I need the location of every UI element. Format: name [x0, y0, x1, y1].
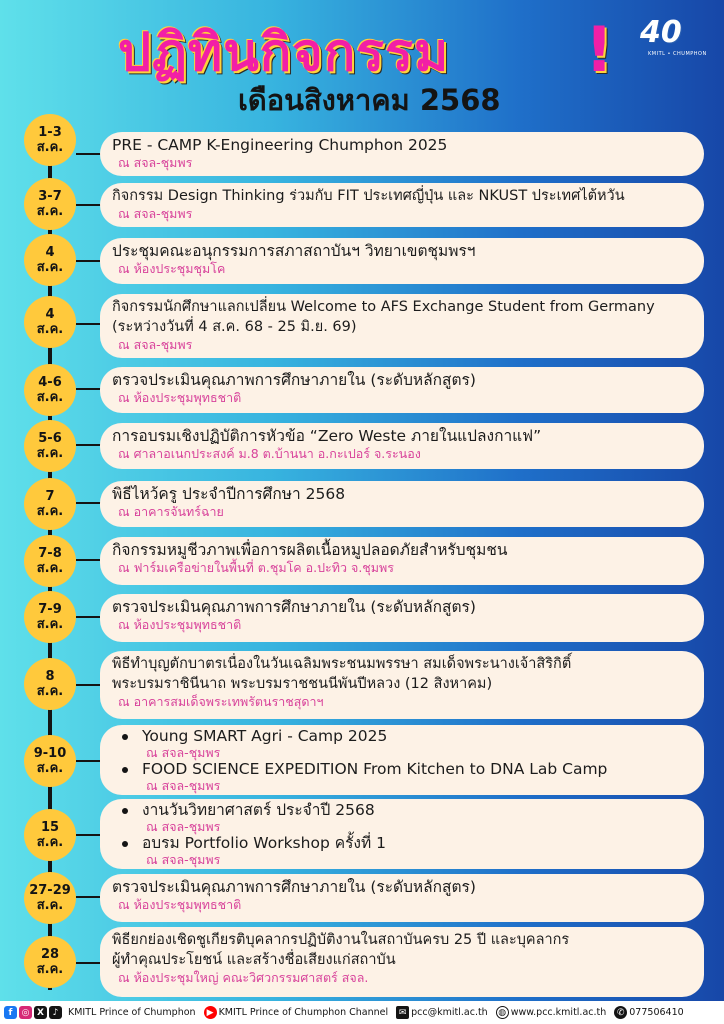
- bullet-icon: [122, 808, 128, 814]
- footer-website-link[interactable]: [496, 1006, 607, 1019]
- bullet-icon: [122, 734, 128, 740]
- event-date-day: 1-3: [38, 125, 62, 140]
- event-card: [100, 651, 704, 719]
- event-title: ตรวจประเมินคุณภาพการศึกษาภายใน (ระดับหลักสูตร): [112, 598, 476, 616]
- event-date-day: 8: [45, 669, 55, 684]
- event-card: [100, 725, 704, 795]
- event-place: ณ ห้องประชุมพุทธชาติ: [118, 897, 242, 912]
- event-card: [100, 537, 704, 585]
- event-place: ณ สจล-ชุมพร: [146, 778, 221, 793]
- event-place: ณ ห้องประชุมชุมโค: [118, 261, 226, 276]
- event-card: [100, 927, 704, 997]
- event-place: ณ ห้องประชุมใหญ่ คณะวิศวกรรมศาสตร์ สจล.: [118, 970, 369, 985]
- event-bullet-item: [112, 834, 690, 867]
- x-icon[interactable]: X: [34, 1006, 47, 1019]
- event-card: [100, 799, 704, 869]
- event-title-line2: (ระหว่างวันที่ 4 ส.ค. 68 - 25 มิ.ย. 69): [112, 319, 357, 335]
- event-date: [24, 234, 76, 286]
- timeline-connector: [76, 388, 102, 390]
- title-exclamation: !: [585, 13, 614, 86]
- event-card: [100, 423, 704, 469]
- event-date-day: 15: [40, 820, 60, 835]
- event-title: ประชุมคณะอนุกรรมการสภาสถาบันฯ วิทยาเขตชุมพรฯ: [112, 242, 476, 260]
- event-title: กิจกรรมหมูชีวภาพเพื่อการผลิตเนื้อหมูปลอดภัยสำหรับชุมชน: [112, 541, 508, 559]
- event-date: [24, 535, 76, 587]
- footer-channel-link[interactable]: [204, 1006, 389, 1019]
- page-title: ปฏิทินกิจกรรม: [118, 23, 450, 83]
- anniversary-logo: [640, 16, 712, 62]
- timeline-connector: [76, 962, 102, 964]
- facebook-icon[interactable]: f: [4, 1006, 17, 1019]
- event-place: ณ อาคารจันทร์ฉาย: [118, 504, 224, 519]
- event-date-month: ส.ค.: [36, 898, 64, 913]
- event-title: กิจกรรม Design Thinking ร่วมกับ FIT ประเทศญี่ปุ่น และ NKUST ประเทศไต้หวัน: [112, 188, 625, 204]
- event-date: [24, 178, 76, 230]
- event-date-month: ส.ค.: [36, 684, 64, 699]
- event-date-month: ส.ค.: [36, 260, 64, 275]
- event-date-month: ส.ค.: [36, 761, 64, 776]
- event-date-month: ส.ค.: [36, 835, 64, 850]
- page-subtitle: เดือนสิงหาคม 2568: [238, 83, 501, 117]
- logo-number: 40: [640, 15, 682, 50]
- event-date-month: ส.ค.: [36, 446, 64, 461]
- event-card: [100, 481, 704, 527]
- event-place: ณ สจล-ชุมพร: [118, 206, 193, 221]
- timeline-connector: [76, 502, 102, 504]
- timeline-connector: [76, 760, 102, 762]
- event-date: [24, 364, 76, 416]
- event-date: [24, 809, 76, 861]
- timeline-connector: [76, 559, 102, 561]
- event-title-line2: ผู้ทำคุณประโยชน์ และสร้างชื่อเสียงแก่สถาบัน: [112, 952, 396, 968]
- event-card: [100, 367, 704, 413]
- event-title: อบรม Portfolio Workshop ครั้งที่ 1: [142, 834, 386, 852]
- event-title: FOOD SCIENCE EXPEDITION From Kitchen to DNA Lab Camp: [142, 760, 608, 778]
- event-date-month: ส.ค.: [36, 617, 64, 632]
- event-title-line2: พระบรมราชินีนาถ พระบรมราชชนนีพันปีหลวง (12 สิงหาคม): [112, 676, 493, 692]
- event-place: ณ อาคารสมเด็จพระเทพรัตนราชสุดาฯ: [118, 694, 324, 709]
- event-card: [100, 132, 704, 176]
- timeline-connector: [76, 260, 102, 262]
- event-date: [24, 735, 76, 787]
- event-date-month: ส.ค.: [36, 322, 64, 337]
- event-date-day: 4-6: [38, 375, 62, 390]
- footer-page-name[interactable]: KMITL Prince of Chumphon: [68, 1007, 196, 1018]
- event-date-month: ส.ค.: [36, 140, 64, 155]
- event-date: [24, 420, 76, 472]
- event-date: [24, 936, 76, 988]
- event-title: ตรวจประเมินคุณภาพการศึกษาภายใน (ระดับหลักสูตร): [112, 371, 476, 389]
- event-card: [100, 874, 704, 922]
- event-title: พิธีไหว้ครู ประจำปีการศึกษา 2568: [112, 485, 346, 503]
- event-place: ณ สจล-ชุมพร: [118, 155, 193, 170]
- event-date-month: ส.ค.: [36, 504, 64, 519]
- event-title: พิธียกย่องเชิดชูเกียรติบุคลากรปฏิบัติงานในสถาบันครบ 25 ปี และบุคลากร: [112, 932, 570, 948]
- timeline-connector: [76, 204, 102, 206]
- event-place: ณ สจล-ชุมพร: [146, 745, 221, 760]
- footer-page-link[interactable]: [68, 1007, 196, 1018]
- event-place: ณ ฟาร์มเครือข่ายในพื้นที่ ต.ชุมโค อ.ปะทิว จ.ชุมพร: [118, 560, 394, 575]
- event-date-month: ส.ค.: [36, 390, 64, 405]
- event-card: [100, 594, 704, 642]
- logo-text: KMITL • CHUMPHON: [648, 51, 707, 57]
- bullet-icon: [122, 767, 128, 773]
- globe-icon[interactable]: ◍: [496, 1006, 509, 1019]
- event-date-month: ส.ค.: [36, 962, 64, 977]
- event-place: ณ ศาลาอเนกประสงค์ ม.8 ต.บ้านนา อ.กะเปอร์ จ.ระนอง: [118, 446, 421, 461]
- event-date: [24, 296, 76, 348]
- youtube-icon[interactable]: ▶: [204, 1006, 217, 1019]
- event-date-month: ส.ค.: [36, 561, 64, 576]
- event-title: ตรวจประเมินคุณภาพการศึกษาภายใน (ระดับหลักสูตร): [112, 878, 476, 896]
- footer-phone-link[interactable]: [614, 1006, 683, 1019]
- event-place: ณ สจล-ชุมพร: [146, 819, 221, 834]
- event-title: Young SMART Agri - Camp 2025: [142, 727, 388, 745]
- event-date-day: 5-6: [38, 431, 62, 446]
- event-date-day: 7-8: [38, 546, 62, 561]
- event-title: กิจกรรมนักศึกษาแลกเปลี่ยน Welcome to AFS Exchange Student from Germany: [112, 299, 655, 315]
- mail-icon[interactable]: ✉: [396, 1006, 409, 1019]
- timeline-connector: [76, 616, 102, 618]
- event-date: [24, 114, 76, 166]
- event-title: งานวันวิทยาศาสตร์ ประจำปี 2568: [142, 801, 375, 819]
- event-date-month: ส.ค.: [36, 204, 64, 219]
- event-place: ณ สจล-ชุมพร: [118, 337, 193, 352]
- footer-channel[interactable]: KMITL Prince of Chumphon Channel: [218, 1007, 389, 1018]
- event-date: [24, 872, 76, 924]
- timeline-connector: [76, 323, 102, 325]
- event-title: พิธีทำบุญตักบาตรเนื่องในวันเฉลิมพระชนมพรรษา สมเด็จพระนางเจ้าสิริกิติ์: [112, 656, 572, 672]
- bullet-icon: [122, 841, 128, 847]
- event-date: [24, 658, 76, 710]
- instagram-icon[interactable]: ◎: [19, 1006, 32, 1019]
- event-date-day: 4: [45, 245, 55, 260]
- event-bullet-item: [112, 760, 690, 793]
- event-date-day: 9-10: [33, 746, 67, 761]
- phone-icon[interactable]: ✆: [614, 1006, 627, 1019]
- social-icons: [4, 1006, 64, 1019]
- event-bullet-item: [112, 801, 690, 834]
- footer-email-link[interactable]: [396, 1006, 488, 1019]
- event-bullet-item: [112, 727, 690, 760]
- timeline-connector: [76, 834, 102, 836]
- timeline-connector: [76, 153, 102, 155]
- timeline-connector: [76, 684, 102, 686]
- timeline-connector: [76, 896, 102, 898]
- footer-bar: [0, 1001, 724, 1024]
- footer-email[interactable]: pcc@kmitl.ac.th: [411, 1007, 488, 1018]
- event-card: [100, 183, 704, 227]
- event-date-day: 7: [45, 489, 55, 504]
- event-title: PRE - CAMP K-Engineering Chumphon 2025: [112, 136, 448, 154]
- event-place: ณ สจล-ชุมพร: [146, 852, 221, 867]
- event-card: [100, 294, 704, 358]
- timeline-connector: [76, 444, 102, 446]
- event-date-day: 3-7: [38, 189, 62, 204]
- event-date-day: 27-29: [29, 883, 71, 898]
- event-date-day: 7-9: [38, 602, 62, 617]
- event-place: ณ ห้องประชุมพุทธชาติ: [118, 390, 242, 405]
- event-date: [24, 591, 76, 643]
- event-card: [100, 238, 704, 284]
- event-date-day: 4: [45, 307, 55, 322]
- event-date: [24, 478, 76, 530]
- footer-website[interactable]: www.pcc.kmitl.ac.th: [510, 1007, 607, 1018]
- footer-phone[interactable]: 077506410: [629, 1007, 684, 1018]
- tiktok-icon[interactable]: ♪: [49, 1006, 62, 1019]
- event-title: การอบรมเชิงปฏิบัติการหัวข้อ “Zero Weste ภายในแปลงกาแฟ”: [112, 427, 542, 445]
- event-place: ณ ห้องประชุมพุทธชาติ: [118, 617, 242, 632]
- event-date-day: 28: [40, 947, 60, 962]
